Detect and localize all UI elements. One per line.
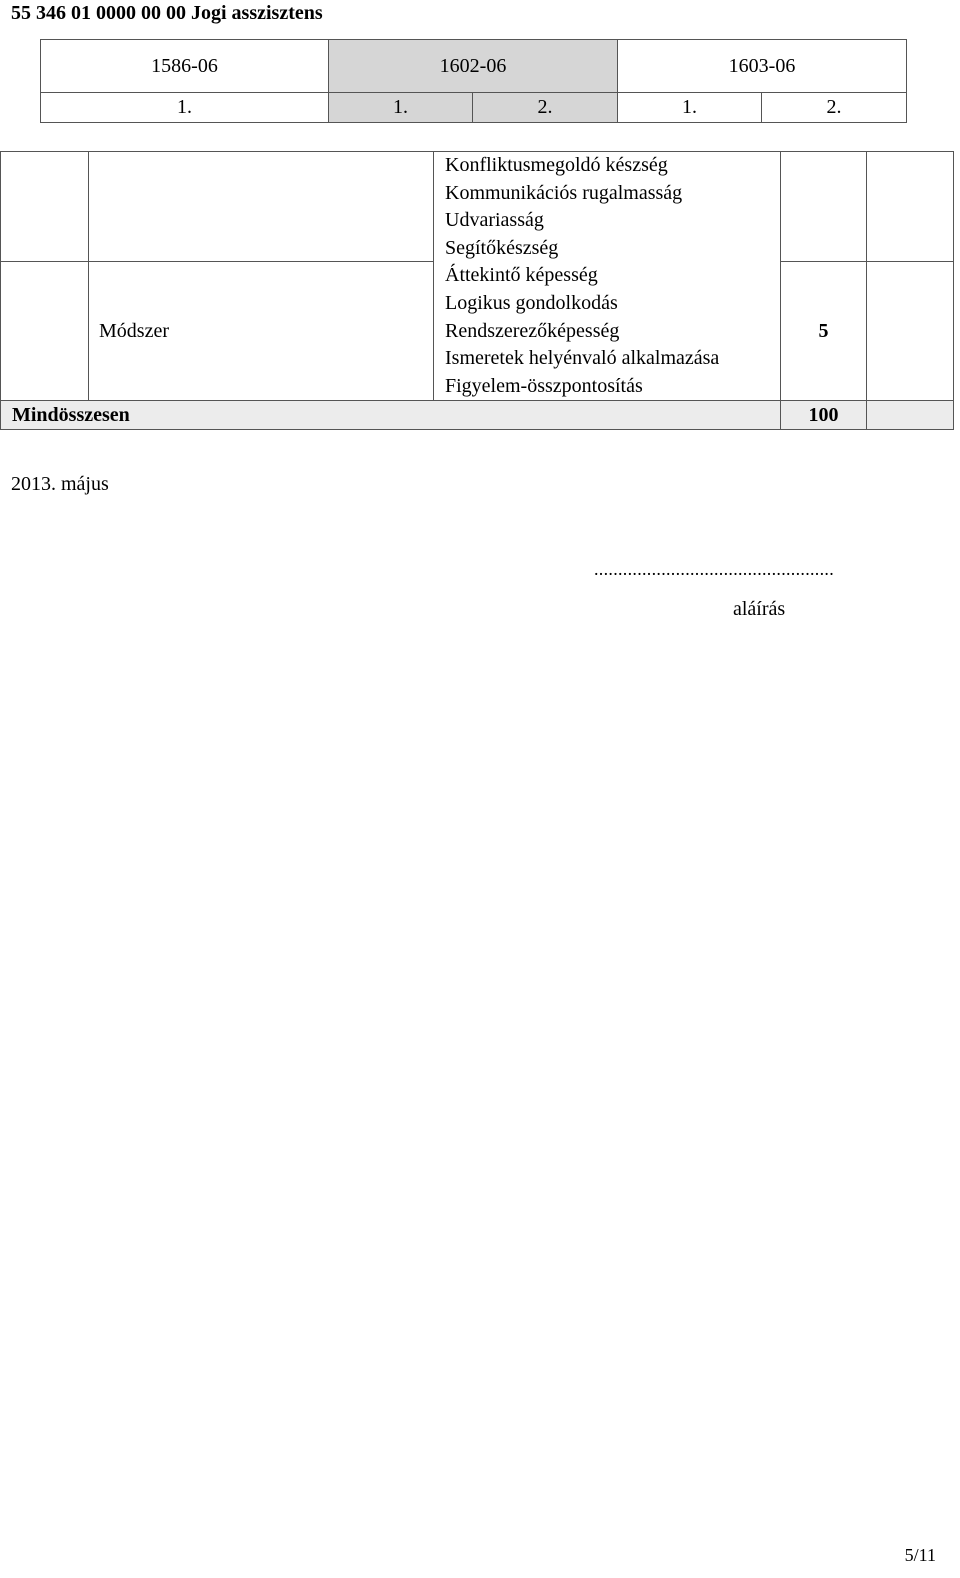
table-divider bbox=[433, 151, 434, 401]
signature-line: .................................................. bbox=[594, 559, 834, 579]
sub-number-cell: 2. bbox=[826, 96, 842, 118]
module-code-table bbox=[40, 39, 907, 123]
skill-item: Ismeretek helyénvaló alkalmazása bbox=[445, 347, 720, 370]
signature-label: aláírás bbox=[733, 598, 786, 620]
skill-item: Logikus gondolkodás bbox=[445, 291, 618, 314]
sub-number-cell: 1. bbox=[41, 93, 329, 122]
skill-item: Segítőkészség bbox=[445, 236, 559, 259]
sub-number-cell: 2. bbox=[473, 93, 618, 122]
skill-item: Rendszerezőképesség bbox=[445, 319, 620, 342]
module-code-cell: 1602-06 bbox=[329, 40, 618, 93]
table-divider bbox=[866, 151, 867, 430]
total-label: Mindösszesen bbox=[12, 404, 130, 426]
skill-item: Kommunikációs rugalmasság bbox=[445, 181, 683, 204]
table-divider bbox=[780, 151, 781, 430]
skill-item: Konfliktusmegoldó készség bbox=[445, 154, 668, 176]
module-code-cell: 1603-06 bbox=[618, 40, 906, 93]
document-date: 2013. május bbox=[11, 473, 109, 495]
table-divider bbox=[88, 151, 89, 401]
table-divider bbox=[780, 261, 954, 262]
skill-item: Áttekintő képesség bbox=[445, 264, 598, 287]
method-label: Módszer bbox=[99, 320, 169, 342]
module-code-cell: 1586-06 bbox=[41, 40, 329, 93]
total-value: 100 bbox=[808, 404, 839, 426]
document-title: 55 346 01 0000 00 00 Jogi asszisztens bbox=[11, 2, 323, 24]
table-divider bbox=[0, 261, 88, 262]
weight-value: 5 bbox=[818, 320, 829, 342]
skills-list bbox=[445, 152, 719, 400]
page-number: 5/11 bbox=[904, 1545, 936, 1565]
table-divider bbox=[88, 261, 433, 262]
sub-number-cell: 1. bbox=[618, 93, 762, 122]
skill-item: Udvariasság bbox=[445, 209, 544, 232]
sub-number-cell: 1. bbox=[329, 93, 473, 122]
skill-item: Figyelem-összpontosítás bbox=[445, 374, 643, 397]
